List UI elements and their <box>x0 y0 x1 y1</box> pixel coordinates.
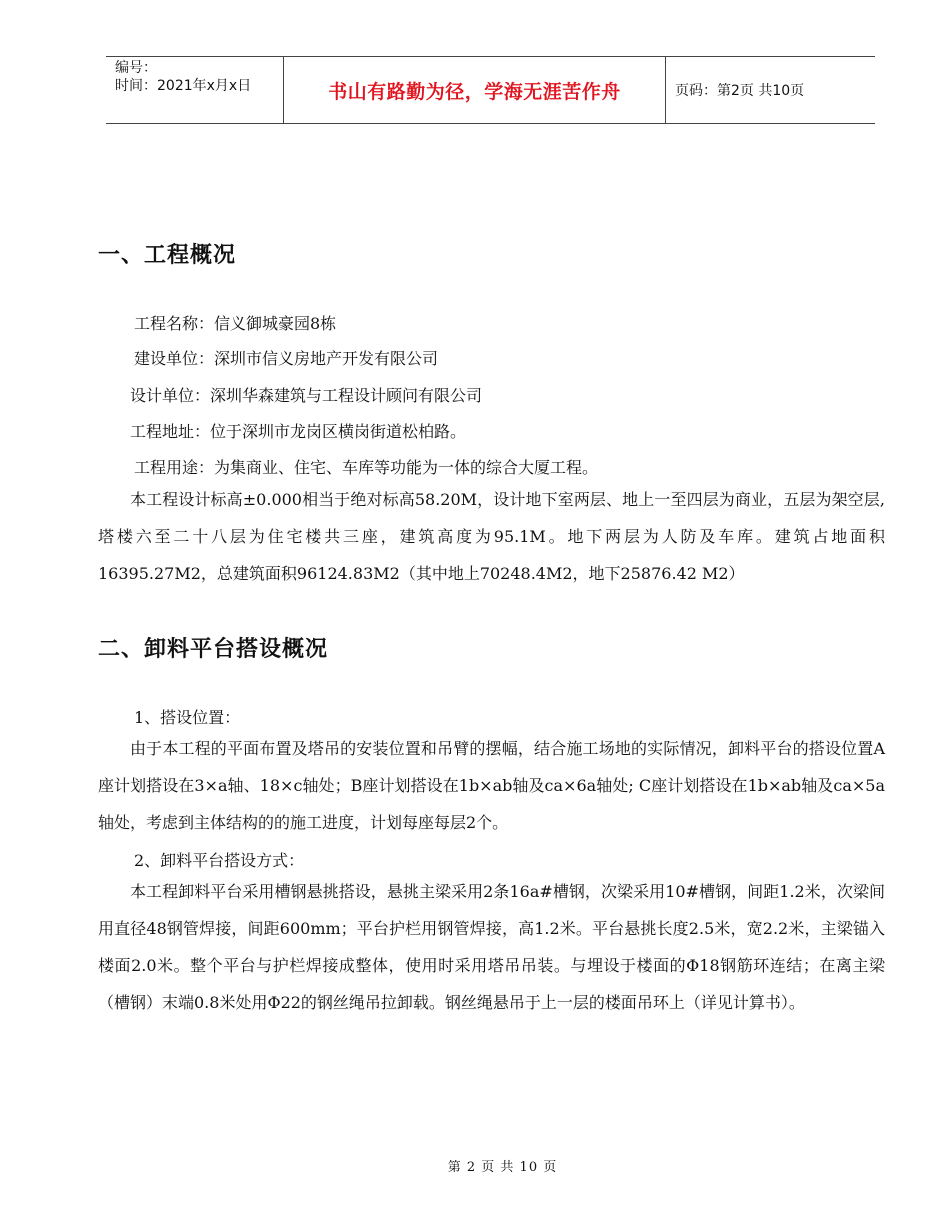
page-footer: 第 2 页 共 10 页 <box>447 1160 558 1175</box>
section1-title: 一、工程概况 <box>98 243 237 268</box>
item1-heading: 1、搭设位置： <box>134 708 241 727</box>
header-motto: 书山有路勤为径，学海无涯苦作舟 <box>284 57 666 123</box>
item2-heading: 2、卸料平台搭设方式： <box>134 851 305 870</box>
project-name: 工程名称：信义御城豪园8栋 <box>134 314 337 333</box>
designer: 设计单位：深圳华森建筑与工程设计顾问有限公司 <box>130 386 483 405</box>
developer: 建设单位：深圳市信义房地产开发有限公司 <box>134 349 439 368</box>
time-label: 时间：2021年x月x日 <box>115 78 252 94</box>
header-meta <box>106 57 284 123</box>
project-address: 工程地址：位于深圳市龙岗区横岗街道松柏路。 <box>130 422 467 441</box>
section2-title: 二、卸料平台搭设概况 <box>98 637 329 662</box>
number-label: 编号： <box>115 60 157 76</box>
project-usage: 工程用途：为集商业、住宅、车库等功能为一体的综合大厦工程。 <box>134 458 599 477</box>
item2-body: 本工程卸料平台采用槽钢悬挑搭设，悬挑主梁采用2条16a#槽钢，次梁采用10#槽钢，间距1.2米，次梁间用直径48钢管焊接，间距600mm；平台护栏用钢管焊接，高1.2米。平台悬挑长度2.5米，宽2.2米，主梁锚入楼面2.0米。整个平台与护栏焊接成整体，使用时采用塔吊吊装。与埋设于楼面的Φ18钢筋环连结；在离主梁（槽钢）末端0.8米处用Φ22的钢丝绳吊拉卸载。钢丝绳悬吊于上一层的楼面吊环上（详见计算书）。 <box>98 882 885 1012</box>
header-page-info: 页码：第2页 共10页 <box>675 83 805 99</box>
project-description: 本工程设计标高±0.000相当于绝对标高58.20M，设计地下室两层、地上一至四层为商业，五层为架空层,塔楼六至二十八层为住宅楼共三座，建筑高度为95.1M。地下两层为人防及车库。建筑占地面积16395.27M2，总建筑面积96124.83M2（其中地上70248.4M2，地下25876.42 M2） <box>98 490 885 583</box>
document-header <box>106 56 875 124</box>
item1-body: 由于本工程的平面布置及塔吊的安装位置和吊臂的摆幅，结合施工场地的实际情况，卸料平台的搭设位置A座计划搭设在3×a轴、18×c轴处；B座计划搭设在1b×ab轴及ca×6a轴处; C座计划搭设在1b×ab轴及ca×5a轴处，考虑到主体结构的的施工进度，计划每座每层2个。 <box>98 739 885 832</box>
